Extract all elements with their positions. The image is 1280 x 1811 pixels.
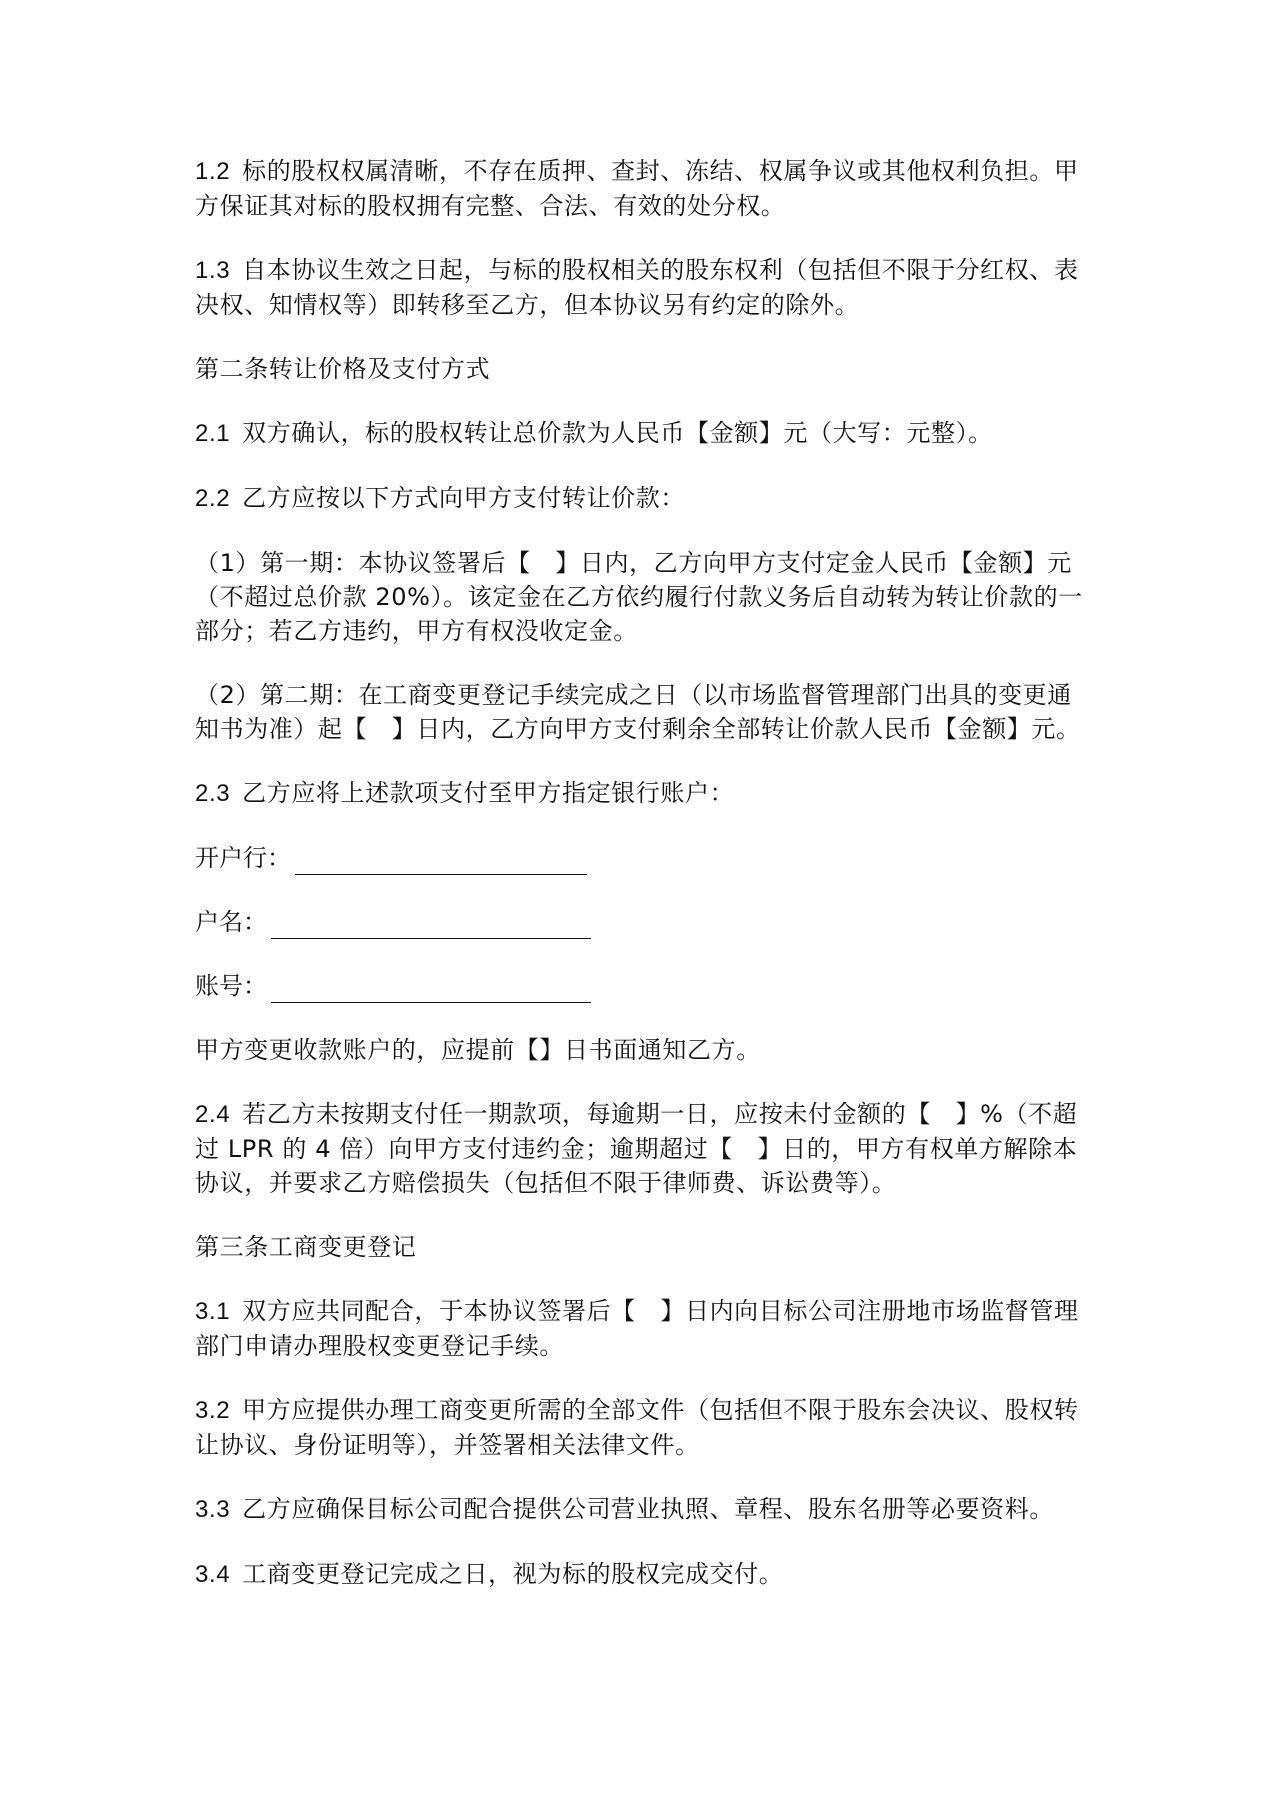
clause-1-2 [195,154,1095,223]
clause-text: 双方确认，标的股权转让总价款为人民币【金额】元（大写：元整）。 [242,419,993,447]
clause-number: 1.3 [195,257,231,284]
account-name-label: 户名： [195,908,267,936]
clause-text: 标的股权权属清晰，不存在质押、查封、冻结、权属争议或其他权利负担。甲方保证其对标的股权拥有完整、合法、有效的处分权。 [195,157,1079,220]
clause-2-2-item-2: （2）第二期：在工商变更登记手续完成之日（以市场监督管理部门出具的变更通知书为准）起【 】日内，乙方向甲方支付剩余全部转让价款人民币【金额】元。 [195,681,1081,743]
account-name-blank-line [271,916,591,939]
clause-number: 3.4 [195,1561,231,1588]
clause-text: 乙方应按以下方式向甲方支付转让价款： [242,484,685,512]
clause-number: 2.2 [195,485,231,512]
contract-page [195,154,1095,1622]
bank-label: 开户行： [195,844,291,872]
clause-3-1 [195,1294,1095,1363]
clause-number: 3.2 [195,1397,231,1424]
clause-text: 若乙方未按期支付任一期款项，每逾期一日，应按未付金额的【 】%（不超过 LPR 的 4 倍）向甲方支付违约金；逾期超过【 】日的，甲方有权单方解除本协议，并要求乙方赔偿损失（包括但不限于律师费、诉讼费等）。 [195,1100,1078,1197]
account-change-notice: 甲方变更收款账户的，应提前【】日书面通知乙方。 [195,1036,761,1064]
clause-text: 双方应共同配合，于本协议签署后【 】日内向目标公司注册地市场监督管理部门申请办理股权变更登记手续。 [195,1297,1079,1360]
account-number-blank-line [271,980,591,1003]
clause-number: 2.1 [195,420,231,447]
article-2-heading: 第二条转让价格及支付方式 [195,355,491,383]
clause-2-2-item-1: （1）第一期：本协议签署后【 】日内，乙方向甲方支付定金人民币【金额】元（不超过总价款 20%）。该定金在乙方依约履行付款义务后自动转为转让价款的一部分；若乙方违约，甲方有权没收定金。 [195,549,1083,645]
clause-text: 乙方应将上述款项支付至甲方指定银行账户： [242,779,735,807]
clause-2-1 [195,416,1095,451]
clause-number: 3.1 [195,1298,231,1325]
clause-text: 乙方应确保目标公司配合提供公司营业执照、章程、股东名册等必要资料。 [242,1495,1054,1523]
clause-2-3 [195,776,1095,811]
clause-text: 甲方应提供办理工商变更所需的全部文件（包括但不限于股东会决议、股权转让协议、身份证明等），并签署相关法律文件。 [195,1396,1079,1459]
clause-number: 2.3 [195,780,231,807]
bank-field [195,841,1095,875]
clause-number: 3.3 [195,1496,231,1523]
clause-text: 工商变更登记完成之日，视为标的股权完成交付。 [242,1560,784,1588]
clause-number: 1.2 [195,158,231,185]
clause-1-3 [195,253,1095,322]
account-number-label: 账号： [195,972,267,1000]
account-number-field [195,969,1095,1003]
clause-2-4 [195,1097,1095,1200]
bank-blank-line [295,852,587,875]
account-name-field [195,905,1095,939]
clause-2-2 [195,481,1095,516]
article-3-heading: 第三条工商变更登记 [195,1233,417,1261]
clause-3-3 [195,1492,1095,1527]
clause-number: 2.4 [195,1101,231,1128]
clause-3-2 [195,1393,1095,1462]
clause-3-4 [195,1557,1095,1592]
clause-text: 自本协议生效之日起，与标的股权相关的股东权利（包括但不限于分红权、表决权、知情权等）即转移至乙方，但本协议另有约定的除外。 [195,256,1079,319]
